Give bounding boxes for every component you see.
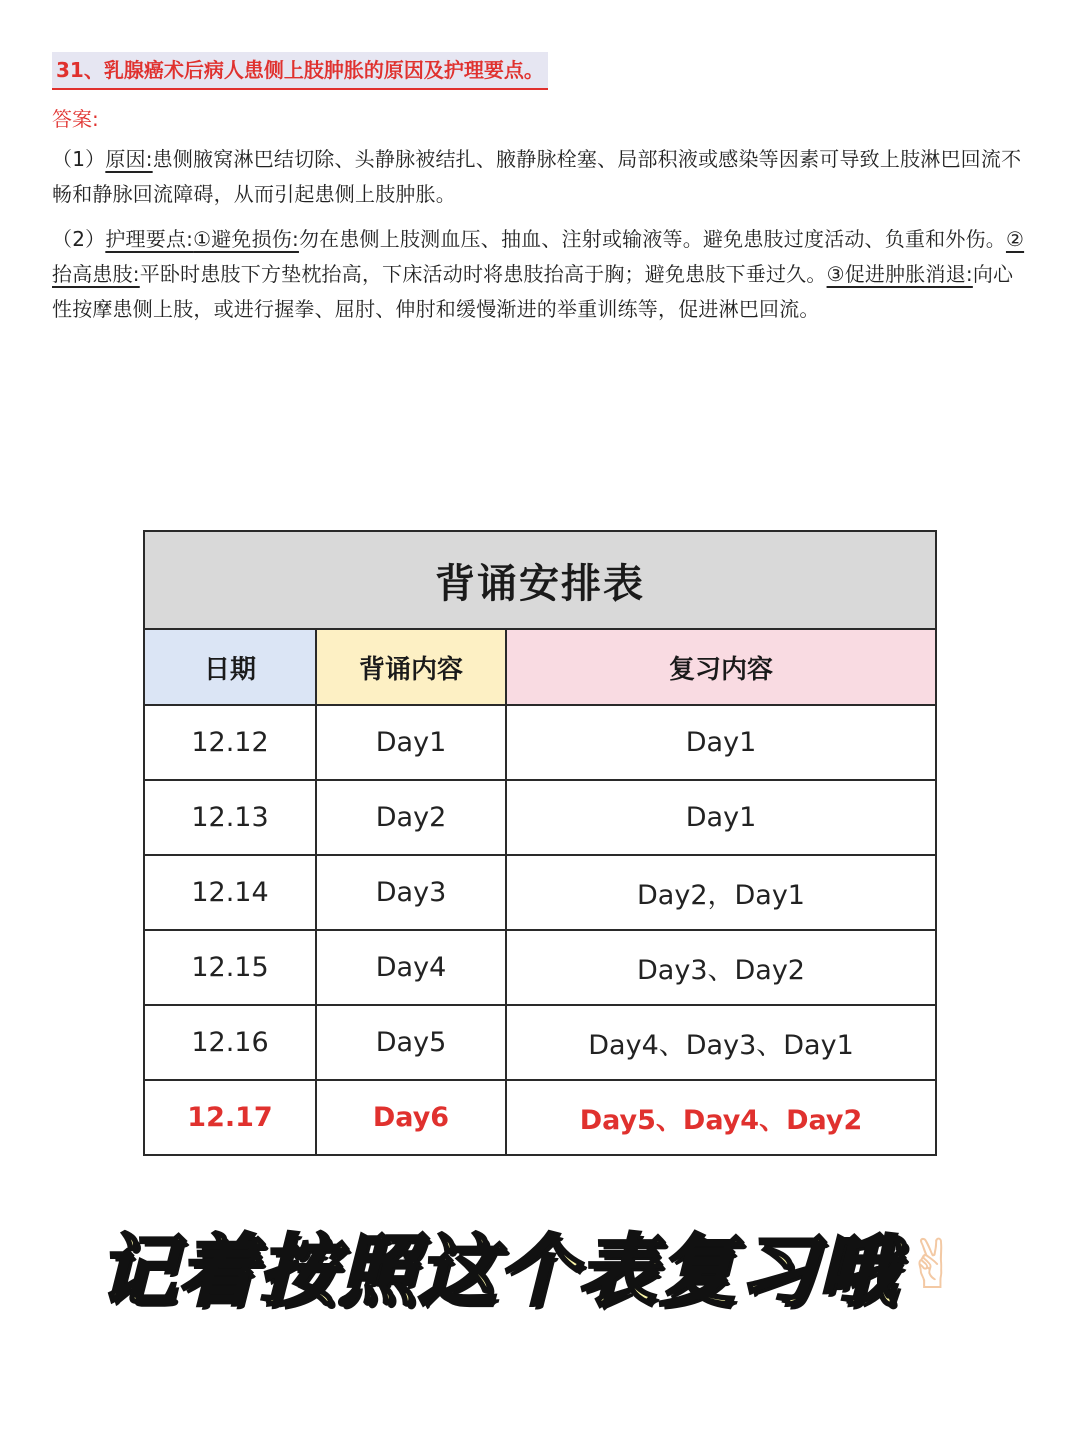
header-review: 复习内容	[506, 629, 936, 705]
cell-recite: Day5	[316, 1005, 506, 1080]
care-item1-text: 勿在患侧上肢测血压、抽血、注射或输液等。避免患肢过度活动、负重和外伤。	[298, 227, 1006, 251]
care-key: 护理要点:	[105, 227, 194, 251]
cell-review: Day2，Day1	[506, 855, 936, 930]
table-row	[144, 780, 936, 855]
cell-review: Day5、Day4、Day2	[506, 1080, 936, 1155]
care-item1-key: ①避免损伤:	[193, 227, 299, 251]
cell-review: Day3、Day2	[506, 930, 936, 1005]
victory-hand-icon: ✌	[904, 1225, 961, 1305]
table-title: 背诵安排表	[144, 531, 936, 629]
schedule-table-wrapper	[143, 530, 935, 1156]
header-recite: 背诵内容	[316, 629, 506, 705]
paragraph-care	[52, 222, 1028, 327]
cell-date: 12.15	[144, 930, 316, 1005]
cell-date: 12.14	[144, 855, 316, 930]
schedule-table	[143, 530, 937, 1156]
cell-date: 12.13	[144, 780, 316, 855]
table-row	[144, 1005, 936, 1080]
cause-key: 原因:	[105, 147, 153, 171]
cell-date: 12.17	[144, 1080, 316, 1155]
cell-review: Day1	[506, 705, 936, 780]
care-item3-text: 向心性按摩患侧上肢，或进行握拳、屈肘、伸肘和缓慢渐进的举重训练等，促进淋巴回流。	[52, 262, 1014, 321]
cell-review: Day4、Day3、Day1	[506, 1005, 936, 1080]
cell-recite: Day6	[316, 1080, 506, 1155]
cell-date: 12.12	[144, 705, 316, 780]
slogan-banner	[98, 1210, 998, 1320]
care-item3-key: ③促进肿胀消退:	[826, 262, 973, 286]
cell-recite: Day1	[316, 705, 506, 780]
paragraph-prefix: （2）	[52, 227, 106, 251]
cell-recite: Day3	[316, 855, 506, 930]
care-item2-key: ②抬高患肢:	[52, 227, 1025, 286]
paragraph-prefix: （1）	[52, 147, 106, 171]
care-item2-text: 平卧时患肢下方垫枕抬高，下床活动时将患肢抬高于胸；避免患肢下垂过久。	[139, 262, 827, 286]
table-row	[144, 855, 936, 930]
cell-review: Day1	[506, 780, 936, 855]
cell-recite: Day2	[316, 780, 506, 855]
slogan-text: 记着按照这个表复习哦	[98, 1227, 899, 1317]
header-date: 日期	[144, 629, 316, 705]
cause-text: 患侧腋窝淋巴结切除、头静脉被结扎、腋静脉栓塞、局部积液或感染等因素可导致上肢淋巴回流不畅和静脉回流障碍，从而引起患侧上肢肿胀。	[52, 147, 1022, 206]
table-row	[144, 930, 936, 1005]
table-row	[144, 705, 936, 780]
question-title: 31、乳腺癌术后病人患侧上肢肿胀的原因及护理要点。	[52, 52, 548, 90]
answer-label: 答案:	[52, 107, 99, 131]
paragraph-cause	[52, 142, 1028, 212]
document-body	[52, 52, 1028, 327]
cell-recite: Day4	[316, 930, 506, 1005]
cell-date: 12.16	[144, 1005, 316, 1080]
table-row-highlight	[144, 1080, 936, 1155]
